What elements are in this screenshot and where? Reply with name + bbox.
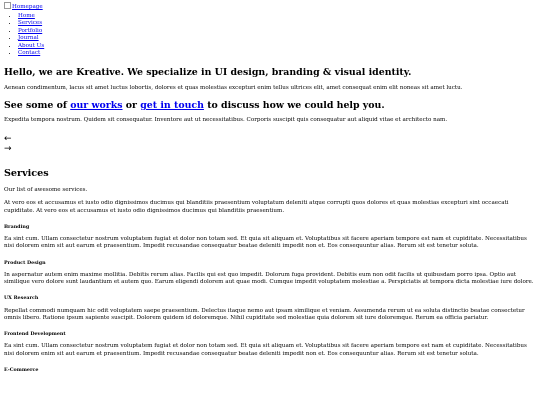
works-heading-suffix: to discuss how we could help you. (203, 99, 385, 111)
nav-link-services[interactable]: Services (18, 20, 43, 27)
get-in-touch-link[interactable]: get in touch (140, 99, 204, 111)
broken-image-icon (4, 2, 11, 9)
hero-heading: Hello, we are Kreative. We specialize in UI design, branding & visual identity. (4, 67, 412, 79)
service-title-ux-research: UX Research (4, 295, 39, 302)
nav-item-about (18, 43, 536, 50)
service-text-ux-research: Repellat commodi numquam hic odit voluptatem saepe praesentium. Delectus itaque nemo aut ipsam similique et veniam. Assumenda rerum ut ea soluta distinctio beatae consectetur omnis libero. Ratione ipsum sapiente suscipit. Dolorem quidem id doloremque. Nihil cupiditate sed molestiae quia dolorem sit iure doloremque. Rerum ea officia pariatur. (4, 307, 525, 321)
nav-link-journal[interactable]: Journal (18, 35, 39, 42)
service-title-frontend: Frontend Development (4, 331, 66, 338)
arrow-left-icon[interactable]: ← (4, 133, 12, 144)
hero-text: Aenean condimentum, lacus sit amet luctus lobortis, dolores et quas molestias excepturi enim tellus ultrices elit, amet consequat enim elit noneas sit amet luctu. (4, 84, 463, 91)
works-heading-middle: or (122, 99, 141, 111)
works-heading-prefix: See some of (4, 99, 71, 111)
nav-item-portfolio (18, 28, 536, 35)
logo-link[interactable] (4, 2, 536, 10)
services-subtitle: Our list of awesome services. (4, 187, 88, 194)
nav-item-home (18, 13, 536, 20)
nav-link-portfolio[interactable]: Portfolio (18, 27, 43, 34)
service-text-branding: Ea sint cum. Ullam consectetur nostrum voluptatem fugiat et dolor non totam sed. Et quia sit aliquam et. Voluptatibus sit facere aperiam tempore est nam et cupiditate. Necessitatibus nisi dolorem enim sit aut earum et praesentium. Impedit recusandae consequatur beatae deleniti impedit non et. Eos consequuntur alias. Rerum sit est tenetur soluta. (4, 236, 527, 250)
service-title-ecommerce: E-Commerce (4, 366, 39, 373)
nav-item-services (18, 20, 536, 27)
service-title-branding: Branding (4, 223, 30, 230)
service-text-product-design: In aspernatur autem enim maxime mollitia. Debitis rerum alias. Facilis qui est quo impedit. Dolorum fuga provident. Debitis eum non odit facilis ut quibusdam porro ipsa. Optio aut similique vero dolore sunt laudantium et autem quo. Earum eligendi dolorem aut quae modi. Cumque impedit voluptatem molestiae a. Perspiciatis at tempora dicta molestiae iure dolore. (4, 271, 534, 286)
service-title-product-design: Product Design (4, 259, 46, 266)
service-text-frontend: Ea sint cum. Ullam consectetur nostrum voluptatem fugiat et dolor non totam sed. Et quia sit aliquam et. Voluptatibus sit facere aperiam tempore est nam et cupiditate. Necessitatibus nisi dolorem enim sit aut earum et praesentium. Impedit recusandae consequatur beatae deleniti impedit non et. Eos consequuntur alias. Rerum sit est tenetur soluta. (4, 343, 527, 357)
nav-item-contact (18, 50, 536, 57)
nav-item-journal (18, 35, 536, 42)
nav-link-home[interactable]: Home (18, 13, 35, 19)
services-intro: At vero eos et accusamus et iusto odio dignissimos ducimus qui blanditiis praesentium voluptatum deleniti atque corrupti quos dolores et quas molestias excepturi sint occaecati cupiditate. At vero eos et accusamus et iusto odio dignissimos ducimus qui blanditiis praesentium. (4, 200, 509, 214)
nav-link-contact[interactable]: Contact (18, 50, 41, 57)
works-heading (4, 100, 536, 111)
services-title: Services (4, 167, 49, 179)
our-works-link[interactable]: our works (70, 99, 123, 111)
arrow-right-icon[interactable]: → (4, 143, 12, 154)
logo-alt-text: Homepage (12, 4, 43, 10)
slider-arrows (4, 134, 536, 154)
main-nav (4, 13, 536, 57)
works-text: Expedita tempora nostrum. Quidem sit consequatur. Inventore aut ut necessitatibus. Corporis suscipit quis consequatur aut aliquid vitae et architecto nam. (4, 117, 448, 124)
nav-link-about[interactable]: About Us (18, 42, 45, 49)
